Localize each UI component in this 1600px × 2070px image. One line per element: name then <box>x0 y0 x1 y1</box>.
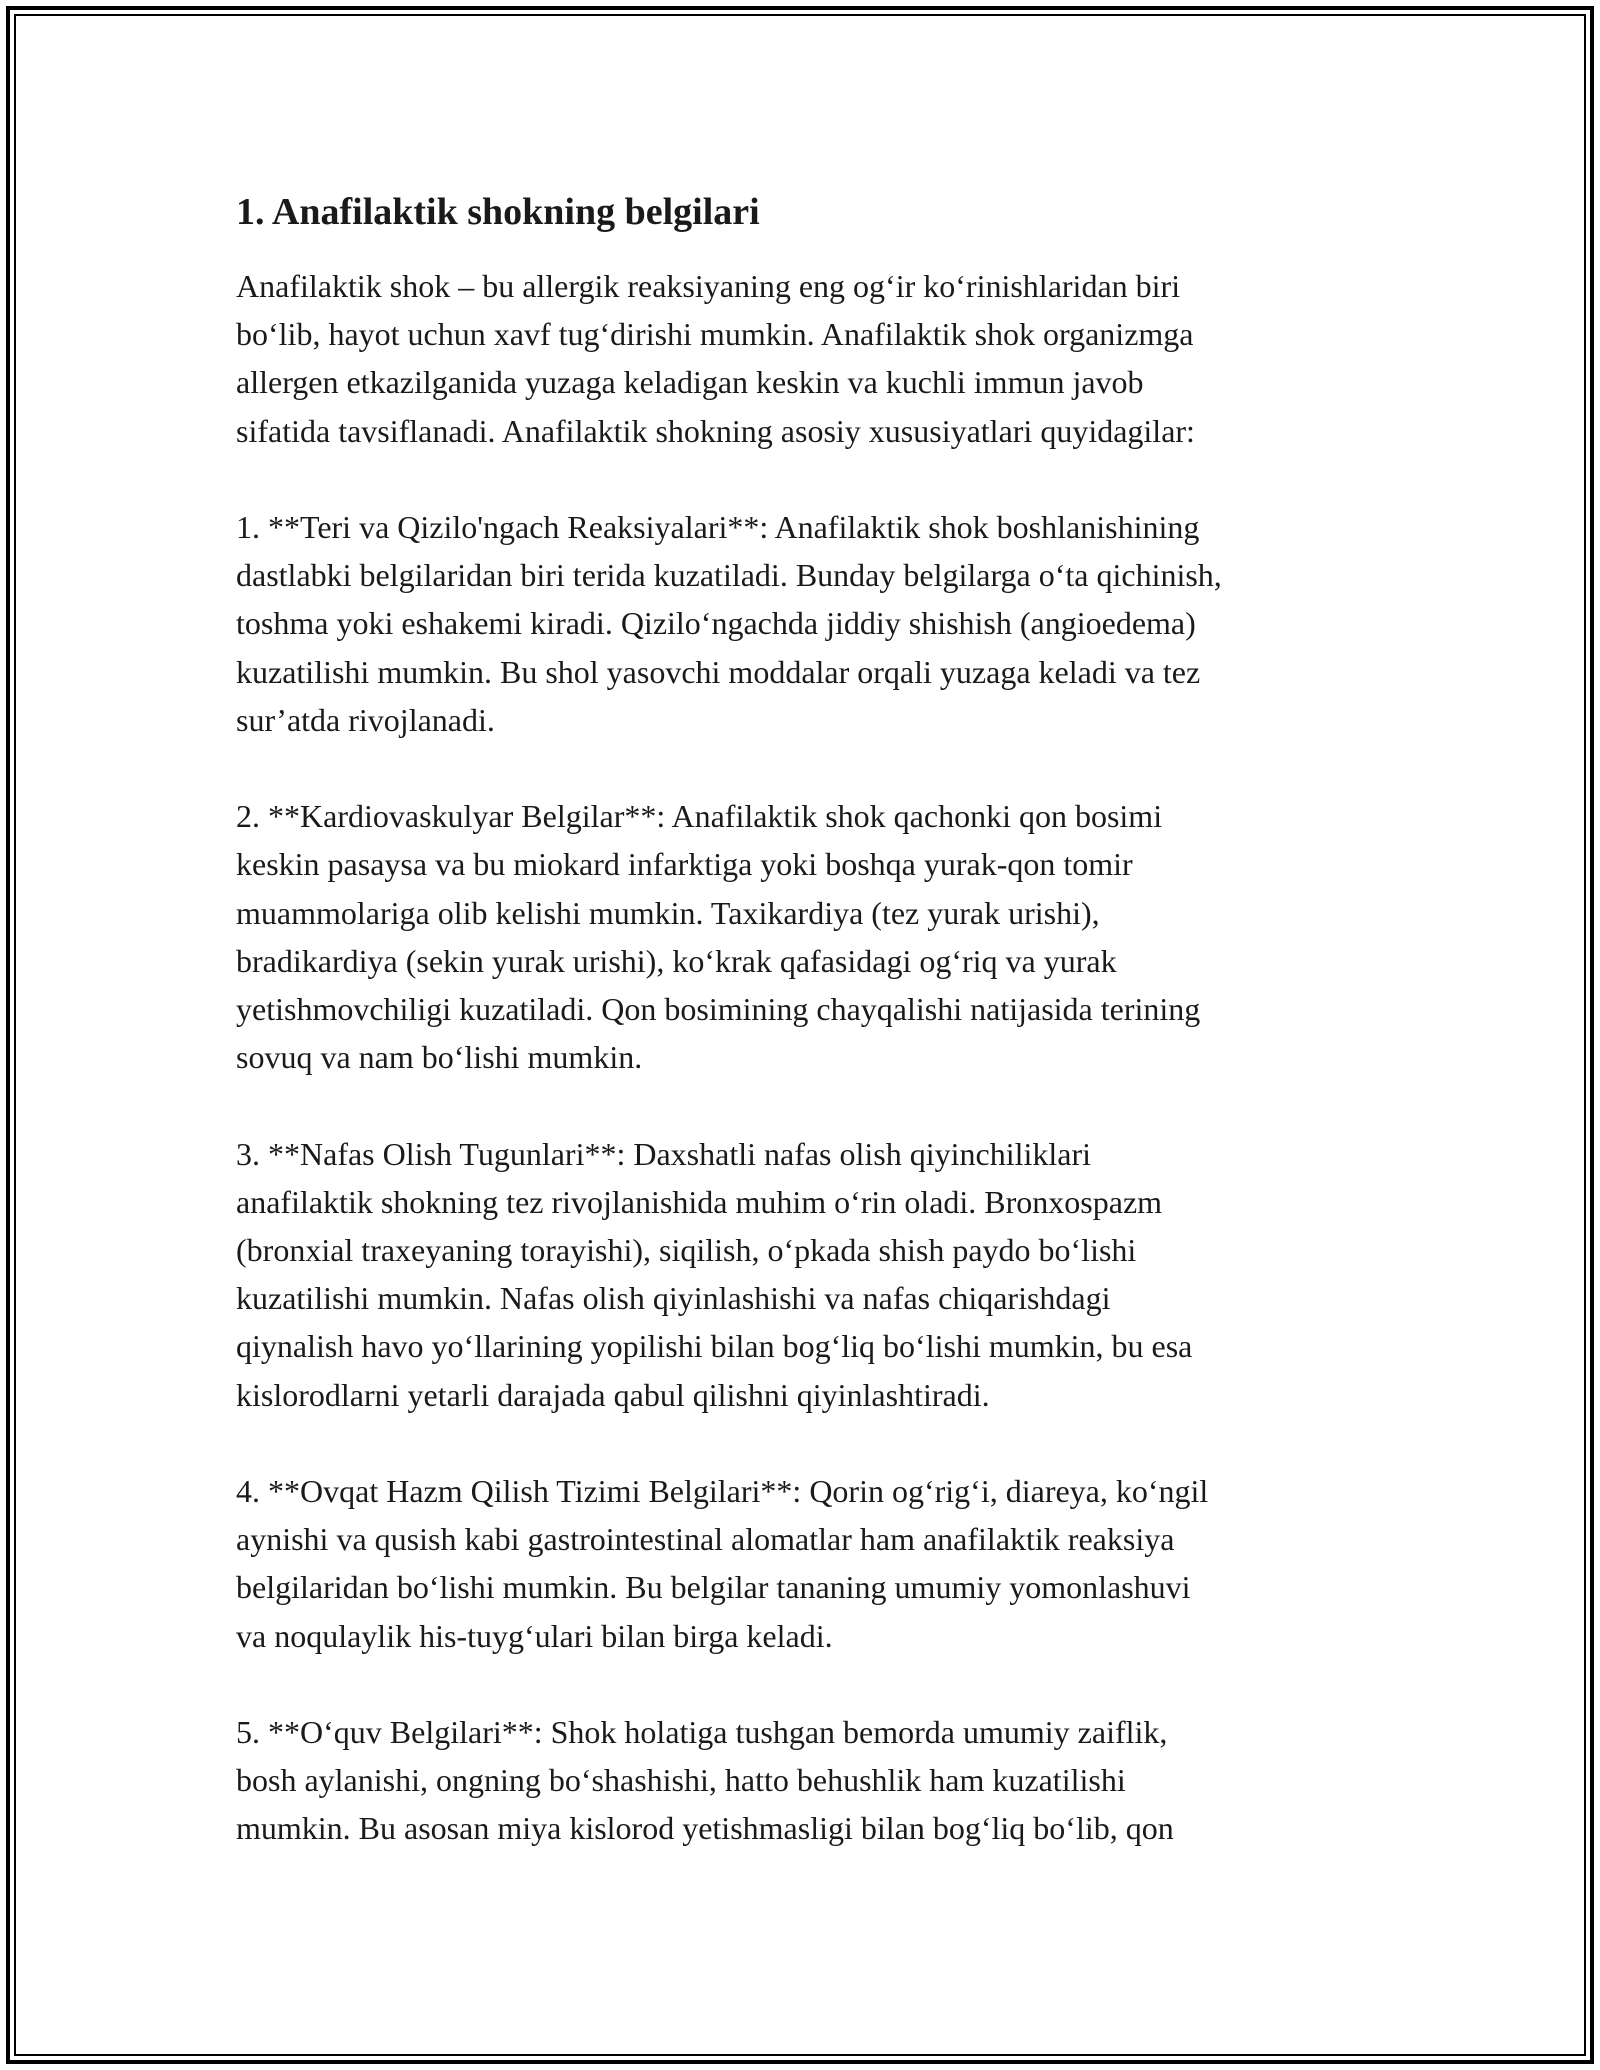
text-line: 3. **Nafas Olish Tugunlari**: Daxshatli nafas olish qiyinchiliklari <box>236 1135 1092 1172</box>
text-line: muammolariga olib kelishi mumkin. Taxikardiya (tez yurak urishi), <box>236 894 1100 931</box>
text-line: toshma yoki eshakemi kiradi. Qizilo‘ngachda jiddiy shishish (angioedema) <box>236 605 1196 642</box>
text-line: 4. **Ovqat Hazm Qilish Tizimi Belgilari**: Qorin og‘rig‘i, diareya, ko‘ngil <box>236 1473 1209 1510</box>
text-line: 5. **O‘quv Belgilari**: Shok holatiga tushgan bemorda umumiy zaiflik, <box>236 1714 1168 1751</box>
text-line: dastlabki belgilaridan biri terida kuzatiladi. Bunday belgilarga o‘ta qichinish, <box>236 557 1222 594</box>
text-line: bo‘lib, hayot uchun xavf tug‘dirishi mumkin. Anafilaktik shok organizmga <box>236 316 1194 353</box>
text-line: sifatida tavsiflanadi. Anafilaktik shokning asosiy xususiyatlari quyidagilar: <box>236 412 1195 449</box>
text-line: qiynalish havo yo‘llarining yopilishi bilan bog‘liq bo‘lishi mumkin, bu esa <box>236 1328 1193 1365</box>
text-line: va noqulaylik his-tuyg‘ulari bilan birga keladi. <box>236 1617 833 1654</box>
text-line: anafilaktik shokning tez rivojlanishida muhim o‘rin oladi. Bronxospazm <box>236 1183 1163 1220</box>
text-line: belgilaridan bo‘lishi mumkin. Bu belgilar tananing umumiy yomonlashuvi <box>236 1569 1191 1606</box>
text-line: kuzatilishi mumkin. Bu shol yasovchi moddalar orqali yuzaga keladi va tez <box>236 653 1201 690</box>
intro-paragraph <box>236 262 1386 455</box>
section-heading: 1. Anafilaktik shokning belgilari <box>236 191 760 233</box>
text-line: Anafilaktik shok – bu allergik reaksiyaning eng og‘ir ko‘rinishlaridan biri <box>236 268 1181 304</box>
item-paragraph-4 <box>236 1467 1386 1660</box>
item-paragraph-3 <box>236 1130 1386 1419</box>
text-line: sur’atda rivojlanadi. <box>236 701 495 738</box>
text-line: kuzatilishi mumkin. Nafas olish qiyinlashishi va nafas chiqarishdagi <box>236 1280 1111 1317</box>
text-line: bradikardiya (sekin yurak urishi), ko‘krak qafasidagi og‘riq va yurak <box>236 942 1117 979</box>
text-line: mumkin. Bu asosan miya kislorod yetishmasligi bilan bog‘liq bo‘lib, qon <box>236 1810 1174 1847</box>
text-line: 1. **Teri va Qizilo'ngach Reaksiyalari**: Anafilaktik shok boshlanishining <box>236 509 1200 545</box>
text-line: yetishmovchiligi kuzatiladi. Qon bosimining chayqalishi natijasida terining <box>236 991 1201 1028</box>
text-line: allergen etkazilganida yuzaga keladigan keskin va kuchli immun javob <box>236 364 1144 401</box>
text-line: kislorodlarni yetarli darajada qabul qilishni qiyinlashtiradi. <box>236 1376 990 1413</box>
item-paragraph-5 <box>236 1708 1386 1853</box>
text-line: keskin pasaysa va bu miokard infarktiga yoki boshqa yurak-qon tomir <box>236 846 1133 883</box>
text-line: sovuq va nam bo‘lishi mumkin. <box>236 1039 643 1076</box>
text-line: 2. **Kardiovaskulyar Belgilar**: Anafilaktik shok qachonki qon bosimi <box>236 798 1163 835</box>
text-line: (bronxial traxeyaning torayishi), siqilish, o‘pkada shish paydo bo‘lishi <box>236 1232 1137 1269</box>
document-body <box>236 188 1386 1901</box>
item-paragraph-1 <box>236 503 1386 744</box>
item-paragraph-2 <box>236 792 1386 1081</box>
text-line: bosh aylanishi, ongning bo‘shashishi, hatto behushlik ham kuzatilishi <box>236 1762 1126 1799</box>
text-line: aynishi va qusish kabi gastrointestinal alomatlar ham anafilaktik reaksiya <box>236 1521 1175 1558</box>
